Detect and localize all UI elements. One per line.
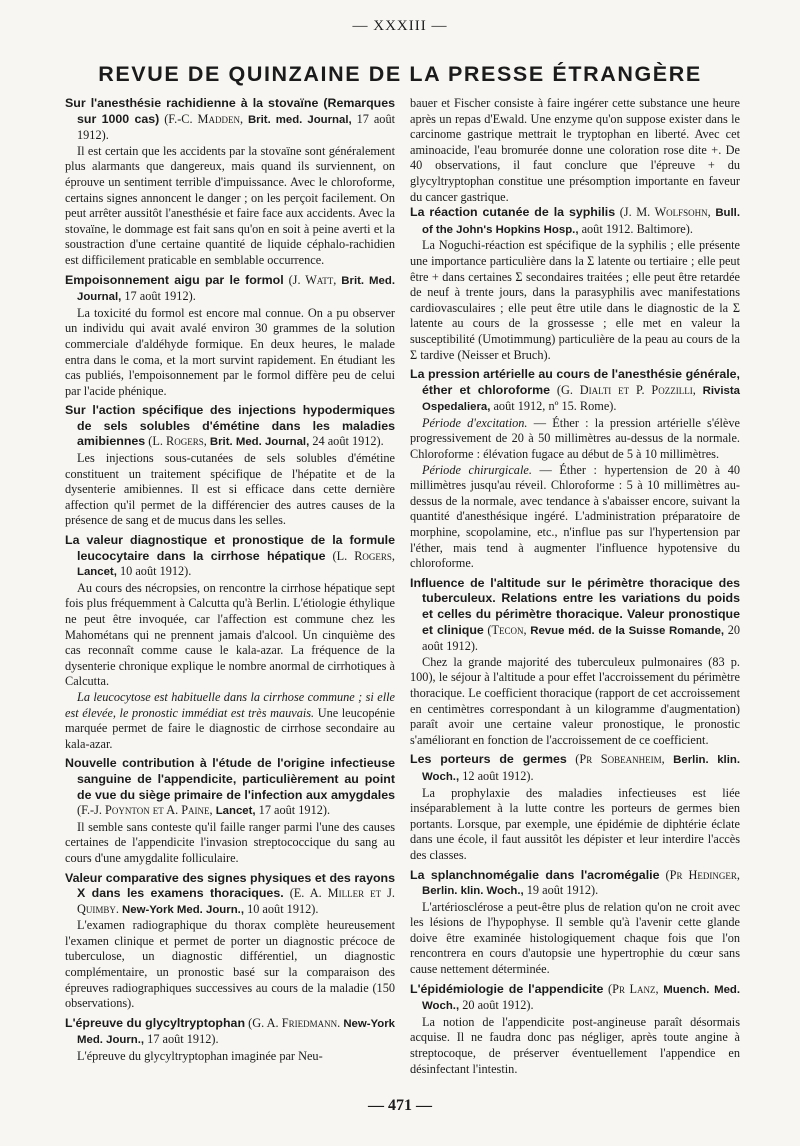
article-heading xyxy=(65,871,395,919)
article xyxy=(410,576,740,749)
citation-date: août 1912, nº 15. Rome). xyxy=(493,399,617,414)
paragraph-text: La Noguchi-réaction est spécifique de la syphilis ; elle présente une importance particulière dans la Σ latente ou tertiaire ; elle peut être + dans certaines Σ secondaires traitées ; elle peut être retardée de neuf à trente jours, dans la parasyphilis avec manifestations cardiovasculaires ; elle peut être utile dans le diagnostic de la Σ latente au cours de la grossesse ; elle met en valeur la susceptibilité (Umotimmung) particulière de la peau au cours de la Σ tardive (Neisser et Bruch). xyxy=(410,238,740,362)
citation-date: 12 août 1912). xyxy=(462,768,534,783)
journal-name: Lancet, xyxy=(215,805,256,818)
citation-date: 10 août 1912). xyxy=(119,564,192,579)
page-title: REVUE DE QUINZAINE DE LA PRESSE ÉTRANGÈRE xyxy=(98,62,702,86)
paragraph-text: L'épreuve du glycyltryptophan imaginée par Neu- xyxy=(77,1049,323,1064)
article xyxy=(65,756,395,866)
paragraph-text-continued: — Éther : hypertension de 20 à 40 millimètres jusqu'au réveil. Chloroforme : 5 à 10 millimètres au-dessus de la normale, avec tendance à s'abaisser encore, suivant la quantité d'anesthésique ingéré. L'administration préparatoire de morphine, scopolamine, etc., n'influe pas sur l'hypertension par l'éther, mais tend à augmenter l'influence hypotensive du chloroforme. xyxy=(410,462,740,571)
paragraph-text: Il est certain que les accidents par la stovaïne sont généralement plus alarmants que dangereux, mais quand ils surviennent, on éprouve un sentiment terrible d'impuissance. Avec le chloroforme, certains signes annoncent le danger ; on les perçoit facilement. On peut arrêter aussitôt l'anesthésie et faire face aux accidents. Avec la stovaïne, le dommage est fait sans qu'on en soit à peine averti et la soustraction d'une certaine quantité de liquide céphalo-rachidien est difficilement praticable en semblable occurrence. xyxy=(65,143,395,267)
paragraph-text: La toxicité du formol est encore mal connue. On a pu observer un individu qui avait avalé environ 30 grammes de la solution commerciale d'aldéhyde formique. En deux heures, le malade entra dans le coma, et la mort survint rapidement. En étudiant les cas publiés, l'empoisonnement par le formol diffère peu de celui par l'acide phénique. xyxy=(65,305,395,398)
paragraph-text: La prophylaxie des maladies infectieuses est liée inséparablement à la lutte contre les porteurs de germes bien portants. Lorsque, par exemple, une épidémie de diphtérie éclate dans une école, il faut aussitôt les dépister et leur interdire l'accès des classes. xyxy=(410,785,740,862)
article-heading xyxy=(410,576,740,655)
article-heading xyxy=(65,1016,395,1049)
article-title: La splanchnomégalie dans l'acromégalie xyxy=(410,867,660,882)
right-column xyxy=(410,96,740,1081)
article xyxy=(65,96,395,269)
article-paragraph xyxy=(65,820,395,867)
article-paragraph xyxy=(65,306,395,400)
article xyxy=(65,533,395,752)
journal-name: New-York Med. Journ., xyxy=(77,1017,396,1047)
citation-date: 17 août 1912). xyxy=(147,1032,219,1047)
article-heading xyxy=(65,273,395,306)
article-paragraph xyxy=(410,463,740,572)
continued-paragraph: bauer et Fischer consiste à faire ingérer cette substance une heure après un repas d'Ewald. Une enzyme qu'on suppose exister dans le carcinome gastrique mettrait le tryptophan en liberté. Avec cet aminoacide, l'eau bromurée donne une coloration rose dite +. De 40 observations, il faut conclure que l'épreuve + du glycyltryptophan constitue une présomption importante en faveur du cancer gastrique. xyxy=(410,96,740,204)
article-paragraph xyxy=(410,655,740,749)
article-paragraph xyxy=(65,690,395,752)
journal-name: Brit. med. Journal, xyxy=(247,113,352,126)
article-paragraph xyxy=(410,238,740,363)
article-title: Sur l'anesthésie rachidienne à la stovaïne (Remarques sur 1000 cas) xyxy=(65,96,395,126)
article xyxy=(65,871,395,1012)
journal-name: Berlin. klin. Woch., xyxy=(422,754,741,783)
article xyxy=(65,403,395,529)
article-title: Nouvelle contribution à l'étude de l'origine infectieuse sanguine de l'appendicite, particulièrement au point de vue du siège primaire de l'infection aux amygdales xyxy=(65,756,395,802)
article-title: Influence de l'altitude sur le périmètre thoracique des tuberculeux. Relations entre les variations du poids et celles du périmètre thoracique. Valeur pronostique et clinique xyxy=(410,575,740,637)
journal-name: New-York Med. Journ., xyxy=(122,903,244,916)
article-heading xyxy=(65,533,395,581)
journal-name: Revue méd. de la Suisse Romande, xyxy=(530,624,725,637)
article-title: Empoisonnement aigu par le formol xyxy=(65,272,284,287)
article-paragraph xyxy=(65,918,395,1012)
article-paragraph xyxy=(65,144,395,269)
article-author: (G. Dialti et P. Pozzilli, xyxy=(556,382,696,397)
article-heading xyxy=(410,982,740,1015)
article-author: (Pr Lanz, xyxy=(608,981,659,996)
article-heading xyxy=(410,868,740,900)
citation-date: 17 août 1912). xyxy=(124,289,196,304)
paragraph-text: Période chirurgicale. xyxy=(422,462,532,477)
paragraph-text: Période d'excitation. xyxy=(422,415,528,430)
citation-date: 17 août 1912). xyxy=(77,111,396,143)
paragraph-text-continued: Une leucopénie marquée permet de faire le diagnostic de cirrhose secondaire au kala-azar. xyxy=(65,705,395,751)
article xyxy=(410,367,740,572)
article-title: L'épreuve du glycyltryptophan xyxy=(65,1015,246,1030)
article-title: La réaction cutanée de la syphilis xyxy=(410,205,616,220)
journal-name: Berlin. klin. Woch., xyxy=(422,885,524,898)
citation-date: 24 août 1912). xyxy=(312,434,384,449)
article-author: (F.-C. Madden, xyxy=(164,111,244,126)
paragraph-text: Les injections sous-cutanées de sels solubles d'émétine constituent un traitement spécifique de l'hépatite et de la dysenterie amibiennes. Il est si efficace dans cette dernière affection qu'il permet de la différencier des autres causes de la présence de sang et de mucus dans les selles. xyxy=(65,451,395,528)
article-heading xyxy=(410,752,740,785)
paragraph-text: La notion de l'appendicite post-angineuse paraît désormais acquise. Il ne faudra donc pas négliger, après toute angine à streptocoque, de préserver éventuellement l'appendice en désinfectant l'intestin. xyxy=(410,1014,740,1076)
citation-date: 10 août 1912). xyxy=(247,901,319,916)
paragraph-text: La leucocytose est habituelle dans la cirrhose commune ; si elle est élevée, le pronostic immédiat est très mauvais. xyxy=(65,689,395,720)
article-heading xyxy=(65,403,395,451)
paragraph-text: Au cours des nécropsies, on rencontre la cirrhose hépatique sept fois plus fréquemment à Calcutta qu'à Berlin. L'étiologie éthylique ne peut être invoquée, car l'affection est commune chez les Mahométans qui ne prennent jamais d'alcool. Un cinquième des cas reconnaît comme cause le kala-azar. La fréquence de la dysenterie chronique explique le nombre anormal de cirrhotiques à Calcutta. xyxy=(65,580,395,689)
article-title: La valeur diagnostique et pronostique de la formule leucocytaire dans la cirrhose hépatique xyxy=(65,533,395,563)
article-author: (J. M. Wolfsohn, xyxy=(619,205,711,220)
article-author: (E. A. Miller et J. Quimby. xyxy=(77,886,395,916)
article-paragraph xyxy=(410,786,740,864)
paragraph-text: L'artériosclérose a peut-être plus de relation qu'on ne croit avec les lésions de l'hypophyse. Il semble qu'à l'avenir cette glande doive être examinée histologiquement chaque fois que l'on rencontrera en cours d'autopsie une hypertrophie du cœur sans cause nettement déterminée. xyxy=(410,899,740,977)
article-author: (G. A. Friedmann. xyxy=(248,1015,341,1030)
article-author: (F.-J. Poynton et A. Paine, xyxy=(77,803,213,818)
article xyxy=(410,752,740,863)
article-paragraph xyxy=(410,416,740,463)
article-paragraph xyxy=(65,451,395,529)
article xyxy=(410,205,740,363)
article-paragraph xyxy=(410,1015,740,1077)
article-heading xyxy=(410,367,740,416)
article xyxy=(410,982,740,1078)
article-heading xyxy=(410,205,740,238)
article-paragraph xyxy=(65,581,395,690)
citation-date: 19 août 1912). xyxy=(526,883,599,898)
article-heading xyxy=(65,756,395,819)
article xyxy=(65,273,395,400)
citation-date: 20 août 1912). xyxy=(462,998,534,1013)
article xyxy=(65,1016,395,1065)
article-author: (J. Watt, xyxy=(288,272,337,287)
citation-date: 20 août 1912). xyxy=(422,622,740,654)
article-author: (Pr Hedinger, xyxy=(665,867,740,882)
article-paragraph xyxy=(410,900,740,978)
article xyxy=(410,868,740,978)
journal-name: Rivista Ospedaliera, xyxy=(422,384,740,414)
article-title: L'épidémiologie de l'appendicite xyxy=(410,981,604,996)
citation-date: 17 août 1912). xyxy=(258,803,331,818)
article-title: Sur l'action spécifique des injections hypodermiques de sels solubles d'émétine dans les maladies amibiennes xyxy=(65,403,395,449)
article-title: Valeur comparative des signes physiques et des rayons X dans les examens thoraciques. xyxy=(65,870,395,901)
article-author: (Pr Sobeanheim, xyxy=(575,752,665,767)
left-column xyxy=(65,96,395,1069)
article-author: (L. Rogers, xyxy=(332,548,395,563)
roman-folio: — XXXIII — xyxy=(352,18,448,34)
journal-name: Brit. Med. Journal, xyxy=(77,274,395,304)
article-author: (Tecon, xyxy=(487,622,527,637)
journal-name: Muench. Med. Woch., xyxy=(422,983,741,1013)
journal-name: Bull. of the John's Hopkins Hosp., xyxy=(422,207,741,236)
article-author: (L. Rogers, xyxy=(148,434,207,449)
article-title: Les porteurs de germes xyxy=(410,752,567,767)
journal-name: Lancet, xyxy=(77,566,117,579)
journal-name: Brit. Med. Journal, xyxy=(209,436,310,449)
page-number: — 471 — xyxy=(368,1097,432,1114)
article-title: La pression artérielle au cours de l'anesthésie générale, éther et chloroforme xyxy=(410,367,740,397)
citation-date: août 1912. Baltimore). xyxy=(581,221,693,236)
paragraph-text: Il semble sans conteste qu'il faille ranger parmi l'une des causes certaines de l'appendicite l'invasion streptococcique du sang au cours d'une amygdalite folliculaire. xyxy=(65,819,395,865)
paragraph-text-continued: — Éther : la pression artérielle s'élève progressivement de 20 à 50 millimètres au-dessus de la normale. Chloroforme : élévation fugace au début de 5 à 10 millimètres. xyxy=(410,415,740,462)
article-heading xyxy=(65,96,395,144)
paragraph-text: Chez la grande majorité des tuberculeux pulmonaires (83 p. 100), le séjour à l'altitude a pour effet l'accroissement du périmètre thoracique. Le coefficient thoracique (rapport de cet accroissement en centimètres correspondant à un kilogramme d'augmentation) paraît avoir une certaine valeur pronostique, le pronostic s'améliorant en fonction de l'accroissement de ce coefficient. xyxy=(410,654,740,747)
article-paragraph xyxy=(65,1049,395,1065)
paragraph-text: L'examen radiographique du thorax complète heureusement l'examen clinique et permet de porter un diagnostic précoce de tuberculose, un diagnostic différentiel, un diagnostic complémentaire, un pronostic basé sur la comparaison des épreuves radiographiques successives au cours de la maladie (150 observations). xyxy=(65,918,395,1011)
